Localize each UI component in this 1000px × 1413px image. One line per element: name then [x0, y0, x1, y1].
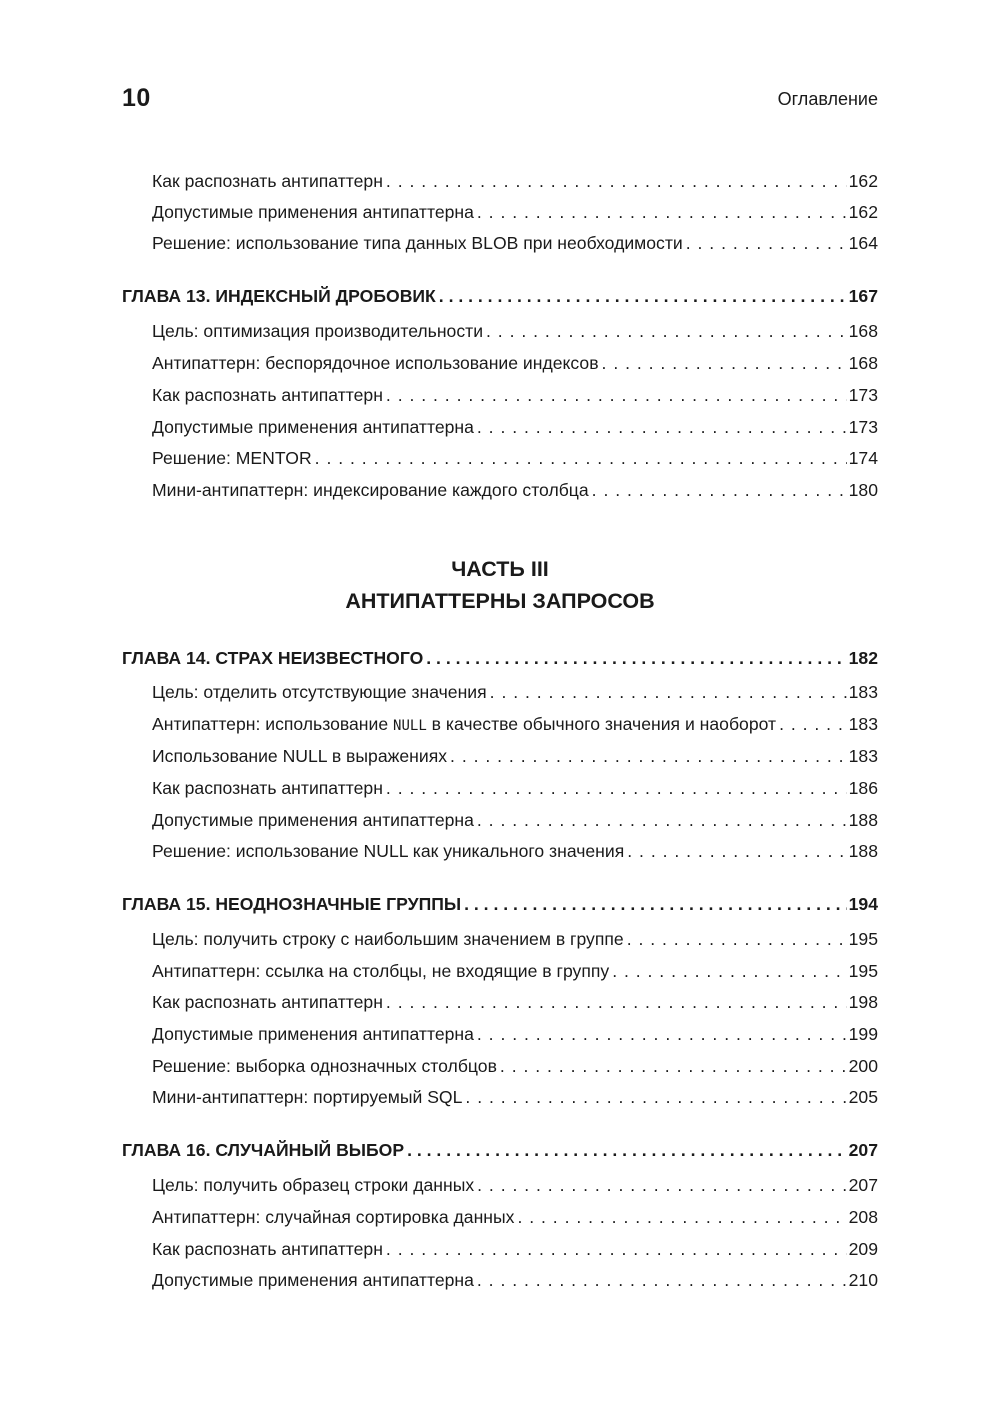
chapter-page: 167 — [848, 286, 878, 306]
toc-entry-page: 173 — [848, 417, 878, 437]
toc-entry-title: Допустимые применения антипаттерна — [152, 1270, 474, 1290]
toc-entry[interactable] — [152, 1023, 878, 1045]
toc-entry-title: Антипаттерн: ссылка на столбцы, не входящие в группу — [152, 961, 610, 981]
toc-entry[interactable] — [152, 384, 878, 406]
dot-leader — [465, 1086, 846, 1108]
toc-entry[interactable] — [152, 232, 878, 254]
toc-entry-page: 162 — [848, 171, 878, 191]
toc-entry-title: Допустимые применения антипаттерна — [152, 417, 474, 437]
toc-entry[interactable] — [152, 352, 878, 374]
toc-chapter-13[interactable] — [122, 285, 878, 307]
dot-leader — [517, 1206, 846, 1228]
dot-leader — [477, 809, 847, 831]
dot-leader — [686, 232, 847, 254]
dot-leader — [490, 681, 847, 703]
toc-entry-title: Цель: отделить отсутствующие значения — [152, 682, 487, 702]
dot-leader — [602, 352, 847, 374]
toc-entry-title: Решение: использование типа данных BLOB при необходимости — [152, 233, 683, 253]
code-null: NULL — [393, 718, 427, 734]
toc-entry[interactable] — [152, 777, 878, 799]
dot-leader — [450, 745, 847, 767]
page-number: 10 — [122, 84, 151, 112]
toc-entry[interactable] — [152, 681, 878, 703]
dot-leader — [486, 320, 847, 342]
toc-entry-title: Использование NULL в выражениях — [152, 746, 448, 766]
toc-entry[interactable] — [152, 1174, 878, 1196]
toc-entry-page: 195 — [848, 961, 878, 981]
toc-entry-page: 168 — [848, 353, 878, 373]
toc-entry-page: 198 — [848, 992, 878, 1012]
toc-entry[interactable] — [152, 479, 878, 501]
toc-entry[interactable] — [152, 840, 878, 862]
toc-entry-title: Как распознать антипаттерн — [152, 1239, 383, 1259]
toc-entry[interactable] — [152, 1206, 878, 1228]
toc-entry-title: Цель: получить образец строки данных — [152, 1175, 475, 1195]
toc-entry[interactable] — [152, 991, 878, 1013]
dot-leader — [386, 170, 847, 192]
dot-leader — [315, 447, 847, 469]
toc-entry-title: Как распознать антипаттерн — [152, 385, 383, 405]
toc-entry-title: Как распознать антипаттерн — [152, 992, 383, 1012]
toc-entry-title: Антипаттерн: случайная сортировка данных — [152, 1207, 515, 1227]
toc-entry-title: Как распознать антипаттерн — [152, 778, 383, 798]
toc-entry-page: 183 — [848, 746, 878, 766]
toc-entry-page: 186 — [848, 778, 878, 798]
chapter-title: ГЛАВА 15. НЕОДНОЗНАЧНЫЕ ГРУППЫ — [122, 894, 462, 914]
dot-leader — [439, 285, 847, 307]
toc-entry-title: Допустимые применения антипаттерна — [152, 810, 474, 830]
toc-chapter-16[interactable] — [122, 1139, 878, 1161]
chapter-page: 182 — [848, 648, 878, 668]
toc-entry-title: Мини-антипаттерн: портируемый SQL — [152, 1087, 463, 1107]
dot-leader — [477, 416, 847, 438]
dot-leader — [612, 960, 846, 982]
dot-leader — [779, 713, 847, 735]
toc-chapter-15[interactable] — [122, 893, 878, 915]
toc-entry-title: Мини-антипаттерн: индексирование каждого столбца — [152, 480, 589, 500]
dot-leader — [426, 647, 846, 669]
chapter-title: ГЛАВА 14. СТРАХ НЕИЗВЕСТНОГО — [122, 648, 424, 668]
chapter-title: ГЛАВА 13. ИНДЕКСНЫЙ ДРОБОВИК — [122, 286, 436, 306]
toc-entry-title: Решение: использование NULL как уникального значения — [152, 841, 625, 861]
toc-entry-page: 208 — [848, 1207, 878, 1227]
toc-entry[interactable] — [152, 170, 878, 192]
toc-entry-page: 200 — [848, 1056, 878, 1076]
dot-leader — [477, 201, 847, 223]
toc-entry-page: 183 — [848, 714, 878, 734]
toc-entry[interactable] — [152, 1269, 878, 1291]
toc-entry-page: 199 — [848, 1024, 878, 1044]
toc-entry-page: 210 — [848, 1270, 878, 1290]
toc-entry-page: 173 — [848, 385, 878, 405]
toc-entry-page: 174 — [848, 448, 878, 468]
toc-entry-page: 205 — [848, 1087, 878, 1107]
toc-entry-page: 162 — [848, 202, 878, 222]
toc-entry-page: 188 — [848, 841, 878, 861]
dot-leader — [477, 1174, 847, 1196]
chapter-title: ГЛАВА 16. СЛУЧАЙНЫЙ ВЫБОР — [122, 1140, 405, 1160]
dot-leader — [592, 479, 847, 501]
dot-leader — [627, 840, 846, 862]
toc-entry[interactable] — [152, 201, 878, 223]
toc-entry[interactable] — [152, 1238, 878, 1260]
title-text-before: Антипаттерн: использование — [152, 714, 394, 734]
dot-leader — [386, 991, 847, 1013]
part-label: ЧАСТЬ III — [451, 557, 549, 581]
toc-entry-title: Цель: получить строку с наибольшим значением в группе — [152, 929, 624, 949]
toc-entry[interactable] — [152, 960, 878, 982]
toc-entry-page: 180 — [848, 480, 878, 500]
toc-entry-page: 209 — [848, 1239, 878, 1259]
dot-leader — [407, 1139, 847, 1161]
toc-entry[interactable] — [152, 1055, 878, 1077]
dot-leader — [627, 928, 847, 950]
toc-entry-page: 168 — [848, 321, 878, 341]
toc-entry[interactable] — [152, 320, 878, 342]
toc-entry-title: Цель: оптимизация производительности — [152, 321, 484, 341]
dot-leader — [477, 1269, 847, 1291]
toc-entry-page: 207 — [848, 1175, 878, 1195]
toc-entry-title — [152, 713, 776, 737]
dot-leader — [386, 384, 847, 406]
toc-chapter-14[interactable] — [122, 647, 878, 669]
running-head: Оглавление — [777, 89, 878, 109]
toc-entry-page: 195 — [848, 929, 878, 949]
toc-entry[interactable] — [152, 928, 878, 950]
toc-entry-title: Допустимые применения антипаттерна — [152, 1024, 474, 1044]
toc-entry-page: 183 — [848, 682, 878, 702]
dot-leader — [500, 1055, 847, 1077]
toc-entry-page: 164 — [848, 233, 878, 253]
toc-entry-title: Решение: выборка однозначных столбцов — [152, 1056, 497, 1076]
toc-entry-title: Решение: MENTOR — [152, 448, 312, 468]
toc-entry[interactable] — [152, 416, 878, 438]
toc-entry-title: Антипаттерн: беспорядочное использование индексов — [152, 353, 599, 373]
chapter-page: 194 — [848, 894, 878, 914]
chapter-page: 207 — [848, 1140, 878, 1160]
dot-leader — [464, 893, 847, 915]
dot-leader — [386, 777, 847, 799]
dot-leader — [386, 1238, 847, 1260]
toc-entry[interactable] — [152, 1086, 878, 1108]
title-text-after: в качестве обычного значения и наоборот — [426, 714, 777, 734]
toc-entry-title: Допустимые применения антипаттерна — [152, 202, 474, 222]
toc-entry[interactable] — [152, 447, 878, 469]
toc-entry[interactable] — [152, 809, 878, 831]
toc-entry[interactable] — [152, 745, 878, 767]
toc-entry-title: Как распознать антипаттерн — [152, 171, 383, 191]
toc-entry-page: 188 — [848, 810, 878, 830]
dot-leader — [477, 1023, 847, 1045]
part-title: АНТИПАТТЕРНЫ ЗАПРОСОВ — [345, 589, 655, 613]
toc-entry[interactable] — [152, 713, 878, 737]
